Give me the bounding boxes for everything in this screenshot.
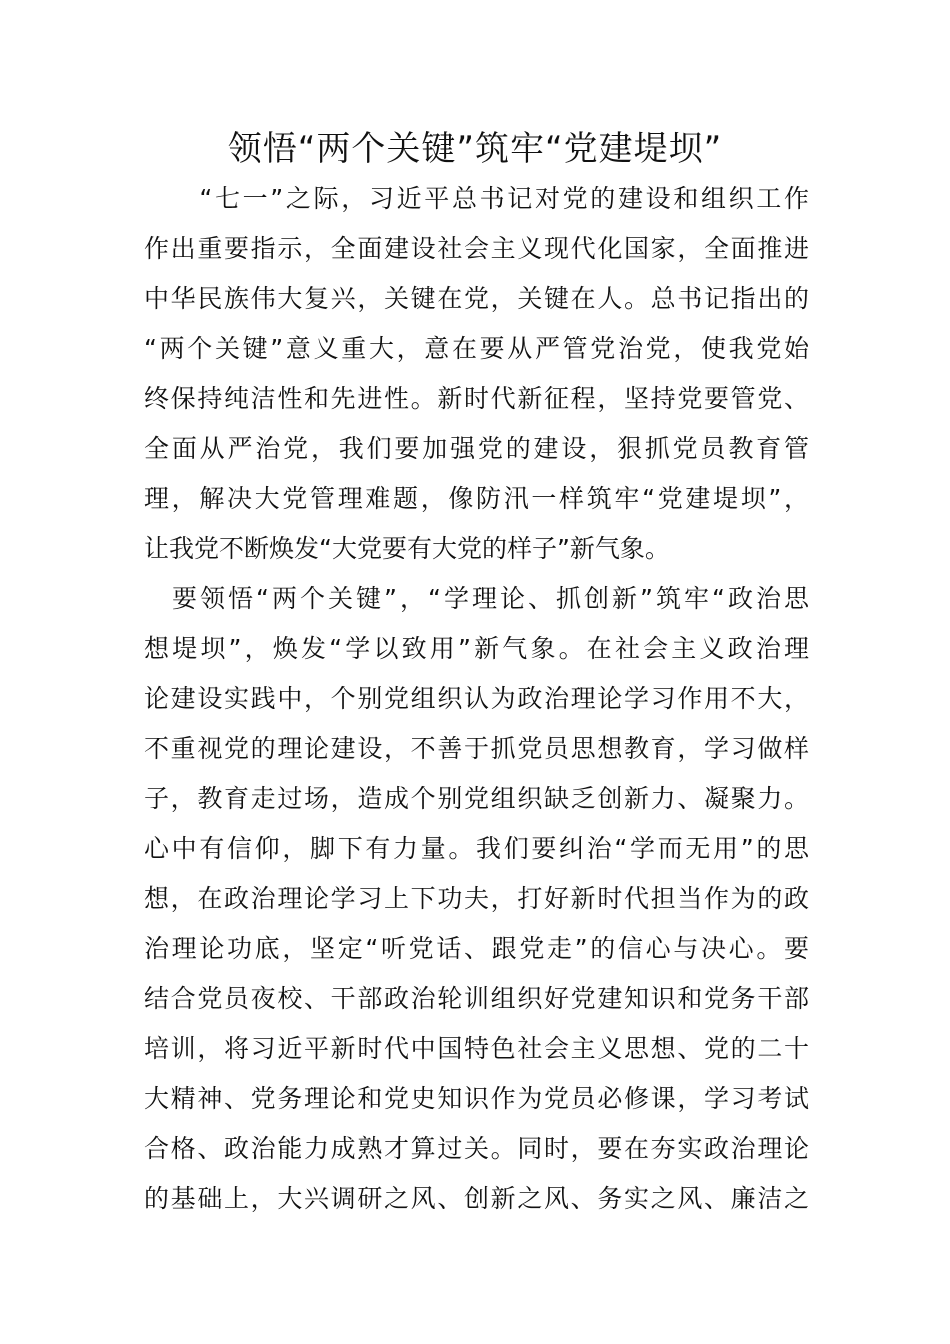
body-line-16: 治理论功底，坚定“听党话、跟党走”的信心与决心。要 [144, 934, 809, 963]
body-line-8: 让我党不断焕发“大党要有大党的样子”新气象。 [144, 534, 670, 563]
body-line-10: 想堤坝”，焕发“学以致用”新气象。在社会主义政治理 [144, 634, 809, 663]
body-line-21: 的基础上，大兴调研之风、创新之风、务实之风、廉洁之 [144, 1184, 809, 1213]
body-line-19: 大精神、党务理论和党史知识作为党员必修课，学习考试 [144, 1084, 809, 1113]
body-line-13: 子，教育走过场，造成个别党组织缺乏创新力、凝聚力。 [144, 784, 809, 813]
body-line-9: 要领悟“两个关键”，“学理论、抓创新”筑牢“政治思 [144, 584, 809, 613]
body-line-3: 中华民族伟大复兴，关键在党，关键在人。总书记指出的 [144, 284, 809, 313]
body-line-17: 结合党员夜校、干部政治轮训组织好党建知识和党务干部 [144, 984, 809, 1013]
body-line-4: “两个关键”意义重大，意在要从严管党治党，使我党始 [144, 334, 809, 363]
body-line-14: 心中有信仰，脚下有力量。我们要纠治“学而无用”的思 [144, 834, 809, 863]
body-line-18: 培训，将习近平新时代中国特色社会主义思想、党的二十 [144, 1034, 809, 1063]
body-line-7: 理，解决大党管理难题，像防汛一样筑牢“党建堤坝”， [144, 484, 809, 513]
body-line-15: 想，在政治理论学习上下功夫，打好新时代担当作为的政 [144, 884, 809, 913]
body-line-20: 合格、政治能力成熟才算过关。同时，要在夯实政治理论 [144, 1134, 809, 1163]
body-line-12: 不重视党的理论建设，不善于抓党员思想教育，学习做样 [144, 734, 809, 763]
body-line-1: “七一”之际，习近平总书记对党的建设和组织工作 [144, 184, 809, 213]
body-line-5: 终保持纯洁性和先进性。新时代新征程，坚持党要管党、 [144, 384, 809, 413]
document-body [144, 174, 809, 1224]
body-line-11: 论建设实践中，个别党组织认为政治理论学习作用不大， [144, 684, 809, 713]
body-line-2: 作出重要指示，全面建设社会主义现代化国家，全面推进 [144, 234, 809, 263]
document-title: 领悟“两个关键”筑牢“党建堤坝” [227, 129, 723, 169]
body-line-6: 全面从严治党，我们要加强党的建设，狠抓党员教育管 [144, 434, 809, 463]
